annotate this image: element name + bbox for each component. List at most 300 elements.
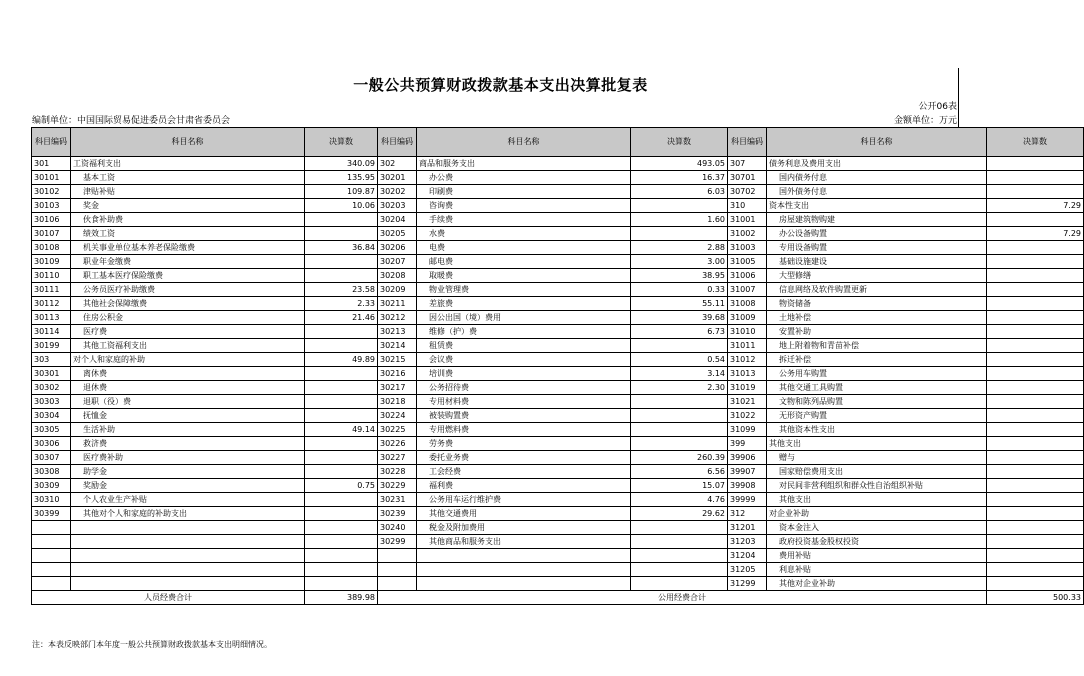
cell-code xyxy=(32,535,71,549)
cell-amount: 55.11 xyxy=(631,297,728,311)
cell-code: 30103 xyxy=(32,199,71,213)
cell-amount xyxy=(305,451,378,465)
cell-name: 信息网络及软件购置更新 xyxy=(767,283,987,297)
cell-name: 咨询费 xyxy=(417,199,631,213)
cell-amount xyxy=(987,339,1084,353)
cell-name: 债务利息及费用支出 xyxy=(767,157,987,171)
cell-name: 伙食补助费 xyxy=(71,213,305,227)
cell-name: 职工基本医疗保险缴费 xyxy=(71,269,305,283)
cell-amount xyxy=(987,577,1084,591)
cell-amount: 21.46 xyxy=(305,311,378,325)
cell-code: 30224 xyxy=(378,409,417,423)
cell-name: 生活补助 xyxy=(71,423,305,437)
public-total-label: 公用经费合计 xyxy=(378,591,987,605)
cell-name: 因公出国（境）费用 xyxy=(417,311,631,325)
cell-name: 利息补贴 xyxy=(767,563,987,577)
cell-code: 30211 xyxy=(378,297,417,311)
cell-amount xyxy=(987,479,1084,493)
cell-code: 31008 xyxy=(728,297,767,311)
cell-code: 30303 xyxy=(32,395,71,409)
cell-code: 30299 xyxy=(378,535,417,549)
cell-name: 其他商品和服务支出 xyxy=(417,535,631,549)
cell-code: 30214 xyxy=(378,339,417,353)
cell-amount: 260.39 xyxy=(631,451,728,465)
cell-amount xyxy=(305,549,378,563)
cell-name: 赠与 xyxy=(767,451,987,465)
cell-name: 政府投资基金股权投资 xyxy=(767,535,987,549)
header-code: 科目编码 xyxy=(32,128,71,157)
cell-amount xyxy=(631,395,728,409)
table-row xyxy=(32,395,1084,409)
cell-code: 31022 xyxy=(728,409,767,423)
cell-amount: 36.84 xyxy=(305,241,378,255)
table-row xyxy=(32,199,1084,213)
cell-code: 30204 xyxy=(378,213,417,227)
cell-amount xyxy=(631,577,728,591)
cell-name: 会议费 xyxy=(417,353,631,367)
cell-code: 30307 xyxy=(32,451,71,465)
cell-code: 30239 xyxy=(378,507,417,521)
cell-amount xyxy=(305,507,378,521)
cell-amount xyxy=(305,437,378,451)
cell-name: 专用燃料费 xyxy=(417,423,631,437)
cell-name: 差旅费 xyxy=(417,297,631,311)
table-row xyxy=(32,437,1084,451)
cell-code: 30309 xyxy=(32,479,71,493)
expenditure-table xyxy=(31,127,1084,605)
cell-code: 30209 xyxy=(378,283,417,297)
cell-name xyxy=(417,577,631,591)
header-name: 科目名称 xyxy=(417,128,631,157)
table-row xyxy=(32,451,1084,465)
header-amount: 决算数 xyxy=(631,128,728,157)
cell-amount: 109.87 xyxy=(305,185,378,199)
cell-code xyxy=(32,521,71,535)
cell-amount xyxy=(987,283,1084,297)
cell-code: 30114 xyxy=(32,325,71,339)
cell-amount xyxy=(631,199,728,213)
cell-amount xyxy=(305,227,378,241)
cell-name: 公务员医疗补助缴费 xyxy=(71,283,305,297)
cell-name: 其他资本性支出 xyxy=(767,423,987,437)
cell-name: 其他社会保障缴费 xyxy=(71,297,305,311)
table-row xyxy=(32,507,1084,521)
cell-amount: 6.56 xyxy=(631,465,728,479)
cell-code: 30109 xyxy=(32,255,71,269)
cell-code: 31005 xyxy=(728,255,767,269)
cell-code: 30212 xyxy=(378,311,417,325)
table-row xyxy=(32,157,1084,171)
cell-name xyxy=(71,563,305,577)
cell-amount xyxy=(987,507,1084,521)
cell-amount xyxy=(305,255,378,269)
cell-code xyxy=(32,549,71,563)
cell-amount: 2.33 xyxy=(305,297,378,311)
cell-amount xyxy=(987,535,1084,549)
cell-name: 物业管理费 xyxy=(417,283,631,297)
cell-name: 专用材料费 xyxy=(417,395,631,409)
cell-amount xyxy=(305,213,378,227)
cell-amount: 7.29 xyxy=(987,199,1084,213)
cell-name: 资本性支出 xyxy=(767,199,987,213)
cell-amount xyxy=(631,409,728,423)
cell-code: 31204 xyxy=(728,549,767,563)
cell-name: 国外债务付息 xyxy=(767,185,987,199)
table-row xyxy=(32,241,1084,255)
cell-name: 其他对个人和家庭的补助支出 xyxy=(71,507,305,521)
cell-name: 其他对企业补助 xyxy=(767,577,987,591)
cell-code: 30111 xyxy=(32,283,71,297)
cell-name: 劳务费 xyxy=(417,437,631,451)
cell-code: 31012 xyxy=(728,353,767,367)
cell-amount: 2.30 xyxy=(631,381,728,395)
cell-code: 31019 xyxy=(728,381,767,395)
table-header xyxy=(32,128,1084,157)
cell-code: 30113 xyxy=(32,311,71,325)
cell-amount xyxy=(305,269,378,283)
cell-code: 310 xyxy=(728,199,767,213)
cell-amount xyxy=(987,465,1084,479)
cell-code: 30301 xyxy=(32,367,71,381)
cell-amount xyxy=(987,367,1084,381)
cell-name: 抚恤金 xyxy=(71,409,305,423)
table-row xyxy=(32,227,1084,241)
cell-amount xyxy=(305,535,378,549)
cell-amount xyxy=(987,241,1084,255)
cell-amount xyxy=(631,423,728,437)
cell-code: 307 xyxy=(728,157,767,171)
cell-code: 30240 xyxy=(378,521,417,535)
cell-amount: 49.14 xyxy=(305,423,378,437)
form-number: 公开06表 xyxy=(918,102,957,112)
table-row xyxy=(32,339,1084,353)
cell-code: 30101 xyxy=(32,171,71,185)
cell-code: 312 xyxy=(728,507,767,521)
cell-amount xyxy=(987,549,1084,563)
cell-amount: 29.62 xyxy=(631,507,728,521)
header-code: 科目编码 xyxy=(728,128,767,157)
cell-name: 专用设备购置 xyxy=(767,241,987,255)
personnel-total-value: 389.98 xyxy=(305,591,378,605)
public-total-value: 500.33 xyxy=(987,591,1084,605)
cell-name: 其他工资福利支出 xyxy=(71,339,305,353)
amount-unit-label: 金额单位：万元 xyxy=(893,116,957,126)
cell-code: 30302 xyxy=(32,381,71,395)
cell-amount: 10.06 xyxy=(305,199,378,213)
cell-name: 对企业补助 xyxy=(767,507,987,521)
cell-code: 302 xyxy=(378,157,417,171)
cell-name: 其他交通费用 xyxy=(417,507,631,521)
cell-name: 福利费 xyxy=(417,479,631,493)
cell-amount xyxy=(987,437,1084,451)
cell-name: 地上附着物和青苗补偿 xyxy=(767,339,987,353)
cell-code: 30231 xyxy=(378,493,417,507)
cell-name: 国内债务付息 xyxy=(767,171,987,185)
table-row xyxy=(32,409,1084,423)
cell-code: 30310 xyxy=(32,493,71,507)
cell-code: 30225 xyxy=(378,423,417,437)
cell-code: 31003 xyxy=(728,241,767,255)
cell-code: 30217 xyxy=(378,381,417,395)
cell-amount xyxy=(987,353,1084,367)
cell-amount xyxy=(987,423,1084,437)
cell-amount: 6.73 xyxy=(631,325,728,339)
cell-code: 39908 xyxy=(728,479,767,493)
table-row xyxy=(32,171,1084,185)
cell-name: 职业年金缴费 xyxy=(71,255,305,269)
cell-name: 机关事业单位基本养老保险缴费 xyxy=(71,241,305,255)
cell-code: 30216 xyxy=(378,367,417,381)
cell-name: 住房公积金 xyxy=(71,311,305,325)
cell-amount xyxy=(987,409,1084,423)
cell-name: 资本金注入 xyxy=(767,521,987,535)
cell-code: 30206 xyxy=(378,241,417,255)
cell-amount: 15.07 xyxy=(631,479,728,493)
table-row xyxy=(32,255,1084,269)
cell-code: 399 xyxy=(728,437,767,451)
cell-amount xyxy=(987,171,1084,185)
cell-name xyxy=(71,521,305,535)
cell-amount xyxy=(987,381,1084,395)
cell-name: 无形资产购置 xyxy=(767,409,987,423)
table-row xyxy=(32,353,1084,367)
cell-name: 物资储备 xyxy=(767,297,987,311)
cell-name: 安置补助 xyxy=(767,325,987,339)
cell-code xyxy=(378,577,417,591)
cell-amount xyxy=(305,563,378,577)
organization-label: 编制单位：中国国际贸易促进委员会甘肃省委员会 xyxy=(32,116,231,126)
cell-name: 救济费 xyxy=(71,437,305,451)
cell-name: 商品和服务支出 xyxy=(417,157,631,171)
cell-amount: 39.68 xyxy=(631,311,728,325)
cell-amount xyxy=(987,521,1084,535)
cell-code xyxy=(32,577,71,591)
cell-code: 30202 xyxy=(378,185,417,199)
cell-name: 大型修缮 xyxy=(767,269,987,283)
cell-code: 31009 xyxy=(728,311,767,325)
cell-code: 31001 xyxy=(728,213,767,227)
cell-amount xyxy=(987,451,1084,465)
cell-amount: 0.33 xyxy=(631,283,728,297)
cell-name: 水费 xyxy=(417,227,631,241)
personnel-total-label: 人员经费合计 xyxy=(32,591,305,605)
cell-code: 30228 xyxy=(378,465,417,479)
cell-name: 基本工资 xyxy=(71,171,305,185)
cell-amount: 3.14 xyxy=(631,367,728,381)
cell-code: 30399 xyxy=(32,507,71,521)
cell-code: 30110 xyxy=(32,269,71,283)
cell-code: 30306 xyxy=(32,437,71,451)
cell-amount xyxy=(305,381,378,395)
cell-code: 30213 xyxy=(378,325,417,339)
cell-name: 维修（护）费 xyxy=(417,325,631,339)
cell-amount xyxy=(987,493,1084,507)
cell-code: 30229 xyxy=(378,479,417,493)
cell-name xyxy=(417,563,631,577)
cell-name: 退休费 xyxy=(71,381,305,395)
cell-name: 印刷费 xyxy=(417,185,631,199)
header-amount: 决算数 xyxy=(987,128,1084,157)
cell-code: 39907 xyxy=(728,465,767,479)
table-row xyxy=(32,423,1084,437)
cell-amount: 340.09 xyxy=(305,157,378,171)
cell-amount xyxy=(631,521,728,535)
cell-amount: 0.75 xyxy=(305,479,378,493)
cell-amount: 2.88 xyxy=(631,241,728,255)
cell-name: 离休费 xyxy=(71,367,305,381)
cell-amount: 38.95 xyxy=(631,269,728,283)
page-title: 一般公共预算财政拨款基本支出决算批复表 xyxy=(353,76,648,94)
cell-code: 30106 xyxy=(32,213,71,227)
header-code: 科目编码 xyxy=(378,128,417,157)
table-row xyxy=(32,479,1084,493)
cell-code: 31021 xyxy=(728,395,767,409)
table-row xyxy=(32,521,1084,535)
cell-amount xyxy=(987,269,1084,283)
cell-name: 退职（役）费 xyxy=(71,395,305,409)
cell-amount: 7.29 xyxy=(987,227,1084,241)
cell-amount: 1.60 xyxy=(631,213,728,227)
cell-name: 税金及附加费用 xyxy=(417,521,631,535)
cell-name: 电费 xyxy=(417,241,631,255)
table-row xyxy=(32,493,1084,507)
cell-name xyxy=(71,549,305,563)
table-row xyxy=(32,535,1084,549)
cell-amount xyxy=(631,339,728,353)
cell-code: 31099 xyxy=(728,423,767,437)
cell-amount xyxy=(987,297,1084,311)
cell-amount: 23.58 xyxy=(305,283,378,297)
cell-code: 39999 xyxy=(728,493,767,507)
cell-code: 30112 xyxy=(32,297,71,311)
cell-name: 助学金 xyxy=(71,465,305,479)
cell-amount: 4.76 xyxy=(631,493,728,507)
cell-name: 奖励金 xyxy=(71,479,305,493)
cell-name: 医疗费 xyxy=(71,325,305,339)
cell-name: 房屋建筑物购建 xyxy=(767,213,987,227)
cell-name xyxy=(417,549,631,563)
cell-code: 30205 xyxy=(378,227,417,241)
cell-amount xyxy=(987,185,1084,199)
cell-code: 301 xyxy=(32,157,71,171)
cell-amount xyxy=(631,535,728,549)
cell-name xyxy=(71,577,305,591)
cell-amount: 16.37 xyxy=(631,171,728,185)
header-name: 科目名称 xyxy=(767,128,987,157)
cell-code: 31007 xyxy=(728,283,767,297)
cell-code: 30218 xyxy=(378,395,417,409)
table-row xyxy=(32,325,1084,339)
header-name: 科目名称 xyxy=(71,128,305,157)
cell-amount xyxy=(987,311,1084,325)
cell-name: 对个人和家庭的补助 xyxy=(71,353,305,367)
table-row xyxy=(32,283,1084,297)
cell-amount: 3.00 xyxy=(631,255,728,269)
cell-code: 31205 xyxy=(728,563,767,577)
cell-amount xyxy=(631,227,728,241)
cell-code: 30308 xyxy=(32,465,71,479)
cell-code: 30227 xyxy=(378,451,417,465)
cell-code: 30304 xyxy=(32,409,71,423)
cell-name: 租赁费 xyxy=(417,339,631,353)
footnote: 注：本表反映部门本年度一般公共预算财政拨款基本支出明细情况。 xyxy=(32,640,272,649)
cell-name: 拆迁补偿 xyxy=(767,353,987,367)
cell-amount xyxy=(305,409,378,423)
cell-amount xyxy=(987,395,1084,409)
cell-code: 31006 xyxy=(728,269,767,283)
cell-name: 工资福利支出 xyxy=(71,157,305,171)
cell-name: 委托业务费 xyxy=(417,451,631,465)
cell-amount xyxy=(987,157,1084,171)
cell-code: 30215 xyxy=(378,353,417,367)
cell-name: 其他交通工具购置 xyxy=(767,381,987,395)
table-row xyxy=(32,213,1084,227)
table-row xyxy=(32,563,1084,577)
cell-code xyxy=(378,563,417,577)
cell-code: 31011 xyxy=(728,339,767,353)
cell-amount xyxy=(987,213,1084,227)
cell-name: 个人农业生产补贴 xyxy=(71,493,305,507)
cell-name: 国家赔偿费用支出 xyxy=(767,465,987,479)
cell-code: 30201 xyxy=(378,171,417,185)
cell-code: 31299 xyxy=(728,577,767,591)
cell-code: 30207 xyxy=(378,255,417,269)
table-row xyxy=(32,311,1084,325)
cell-amount xyxy=(631,549,728,563)
cell-amount: 135.95 xyxy=(305,171,378,185)
cell-amount: 0.54 xyxy=(631,353,728,367)
cell-name: 公务用车购置 xyxy=(767,367,987,381)
cell-code xyxy=(378,549,417,563)
cell-amount: 493.05 xyxy=(631,157,728,171)
cell-name: 费用补贴 xyxy=(767,549,987,563)
table-row xyxy=(32,185,1084,199)
cell-name: 被装购置费 xyxy=(417,409,631,423)
cell-code: 31013 xyxy=(728,367,767,381)
table-row xyxy=(32,269,1084,283)
cell-name: 津贴补贴 xyxy=(71,185,305,199)
cell-amount xyxy=(305,395,378,409)
cell-amount xyxy=(987,255,1084,269)
cell-code: 30107 xyxy=(32,227,71,241)
cell-code: 31201 xyxy=(728,521,767,535)
cell-code: 30108 xyxy=(32,241,71,255)
cell-amount xyxy=(305,493,378,507)
header-amount: 决算数 xyxy=(305,128,378,157)
cell-amount xyxy=(631,437,728,451)
cell-amount xyxy=(305,325,378,339)
table-row xyxy=(32,465,1084,479)
cell-amount: 49.89 xyxy=(305,353,378,367)
cell-code: 30102 xyxy=(32,185,71,199)
cell-amount xyxy=(305,367,378,381)
cell-name: 办公设备购置 xyxy=(767,227,987,241)
cell-code: 30226 xyxy=(378,437,417,451)
totals-row xyxy=(32,591,1084,605)
cell-code: 31203 xyxy=(728,535,767,549)
cell-amount xyxy=(305,521,378,535)
cell-name: 公务用车运行维护费 xyxy=(417,493,631,507)
cell-amount xyxy=(305,339,378,353)
cell-name: 工会经费 xyxy=(417,465,631,479)
cell-name xyxy=(71,535,305,549)
cell-amount xyxy=(305,577,378,591)
table-row xyxy=(32,549,1084,563)
cell-code: 30701 xyxy=(728,171,767,185)
cell-amount xyxy=(631,563,728,577)
table-row xyxy=(32,577,1084,591)
cell-name: 办公费 xyxy=(417,171,631,185)
